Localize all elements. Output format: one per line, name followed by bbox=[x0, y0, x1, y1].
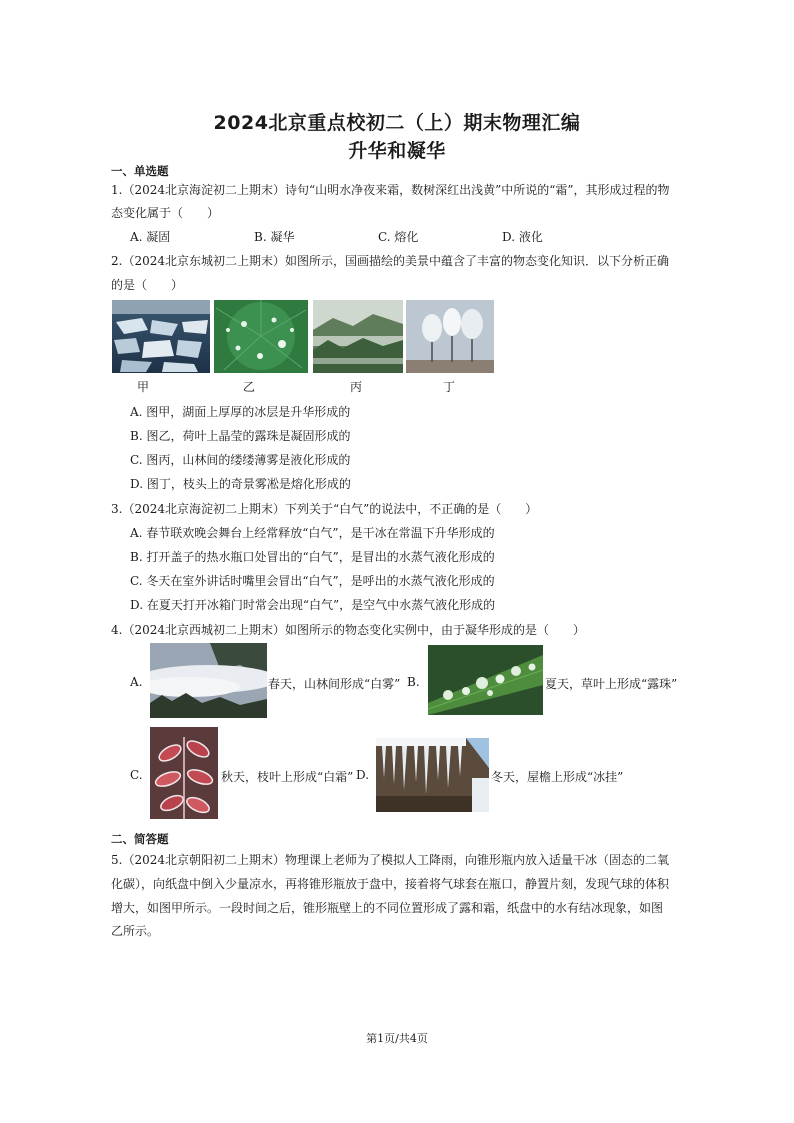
question-1-text: 1.（2024北京海淀初二上期末）诗句“山明水净夜来霜，数树深红出浅黄”中所说的“霜”，其形成过程的物 bbox=[111, 183, 670, 197]
question-4-option-d-label: D. bbox=[356, 768, 370, 782]
image-ding-rime-trees bbox=[406, 300, 494, 373]
question-4-option-b-text: 夏天，草叶上形成“露珠” bbox=[545, 677, 678, 691]
question-3-option-a: A. 春节联欢晚会舞台上经常释放“白气”，是干冰在常温下升华形成的 bbox=[130, 526, 495, 540]
image-summer-dew bbox=[428, 645, 543, 715]
document-subtitle: 升华和凝华 bbox=[348, 140, 446, 162]
question-5-text-line-3: 增大，如图甲所示。一段时间之后，锥形瓶壁上的不同位置形成了露和霜，纸盘中的水有结冰现象，如图 bbox=[111, 901, 664, 915]
question-1-text-cont: 态变化属于（ ） bbox=[111, 206, 220, 220]
caption-ding: 丁 bbox=[443, 380, 456, 394]
image-spring-fog bbox=[150, 643, 267, 718]
image-yi-lotus-dew bbox=[214, 300, 308, 373]
question-4-option-a-text: 春天，山林间形成“白雾” bbox=[268, 677, 401, 691]
question-4-option-d-text: 冬天，屋檐上形成“冰挂” bbox=[491, 770, 624, 784]
question-5-text-line-4: 乙所示。 bbox=[111, 924, 160, 938]
image-jia-ice-lake bbox=[112, 300, 210, 373]
image-bing-misty-forest bbox=[313, 300, 403, 373]
option-c: C. 熔化 bbox=[378, 230, 419, 244]
question-4-option-a-label: A. bbox=[130, 675, 143, 689]
question-4-option-c-text: 秋天，枝叶上形成“白霜” bbox=[221, 770, 354, 784]
image-winter-icicles bbox=[376, 738, 489, 812]
caption-yi: 乙 bbox=[243, 380, 256, 394]
question-2-text-cont: 的是（ ） bbox=[111, 278, 184, 292]
question-3-text: 3.（2024北京海淀初二上期末）下列关于“白气”的说法中，不正确的是（ ） bbox=[111, 502, 538, 516]
question-5-text-line-1: 5.（2024北京朝阳初二上期末）物理课上老师为了模拟人工降雨，向锥形瓶内放入适量干冰（固态的二氧 bbox=[111, 853, 669, 867]
option-d: D. 液化 bbox=[502, 230, 543, 244]
question-3-option-c: C. 冬天在室外讲话时嘴里会冒出“白气”，是呼出的水蒸气液化形成的 bbox=[130, 574, 495, 588]
question-2-option-c: C. 图丙，山林间的缕缕薄雾是液化形成的 bbox=[130, 453, 351, 467]
option-a: A. 凝固 bbox=[130, 230, 171, 244]
option-b: B. 凝华 bbox=[254, 230, 295, 244]
question-2-option-b: B. 图乙，荷叶上晶莹的露珠是凝固形成的 bbox=[130, 429, 351, 443]
question-5-text-line-2: 化碳），向纸盘中倒入少量凉水，再将锥形瓶放于盘中，接着将气球套在瓶口，静置片刻，发现气球的体积 bbox=[111, 877, 670, 891]
section-heading-single-choice: 一、单选题 bbox=[111, 164, 169, 178]
question-2-option-d: D. 图丁，枝头上的奇景雾凇是熔化形成的 bbox=[130, 477, 351, 491]
document-title: 2024北京重点校初二（上）期末物理汇编 bbox=[213, 112, 581, 134]
page-number: 第1页/共4页 bbox=[366, 1032, 428, 1045]
question-3-option-d: D. 在夏天打开冰箱门时常会出现“白气”，是空气中水蒸气液化形成的 bbox=[130, 598, 496, 612]
caption-jia: 甲 bbox=[137, 380, 150, 394]
question-4-text: 4.（2024北京西城初二上期末）如图所示的物态变化实例中，由于凝华形成的是（ ） bbox=[111, 623, 585, 637]
caption-bing: 丙 bbox=[350, 380, 363, 394]
question-1-options bbox=[130, 228, 626, 245]
question-4-option-b-label: B. bbox=[407, 675, 420, 689]
question-4-option-c-label: C. bbox=[130, 768, 143, 782]
question-2-text: 2.（2024北京东城初二上期末）如图所示，国画描绘的美景中蕴含了丰富的物态变化知识．以下分析正确 bbox=[111, 254, 669, 268]
section-heading-short-answer: 二、简答题 bbox=[111, 832, 169, 846]
question-3-option-b: B. 打开盖子的热水瓶口处冒出的“白气”，是冒出的水蒸气液化形成的 bbox=[130, 550, 495, 564]
question-2-option-a: A. 图甲，湖面上厚厚的冰层是升华形成的 bbox=[130, 405, 351, 419]
image-autumn-frost bbox=[150, 727, 218, 819]
